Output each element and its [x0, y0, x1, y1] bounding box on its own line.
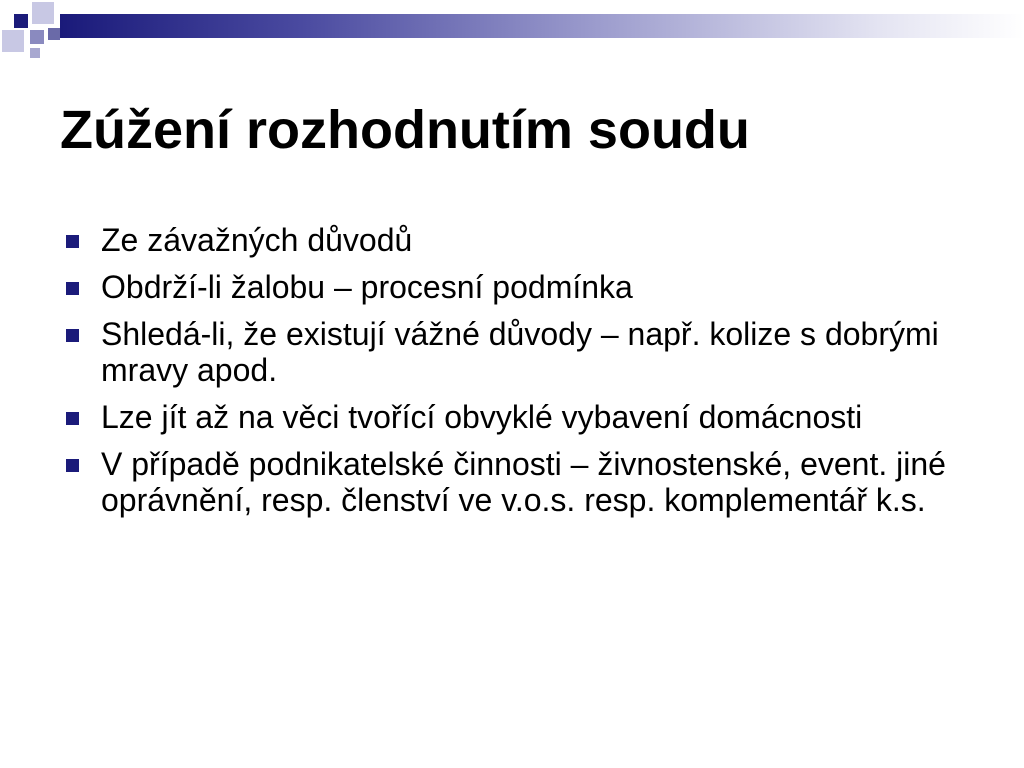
- square-bullet-icon: [66, 329, 79, 342]
- bullet-text: Shledá-li, že existují vážné důvody – např. kolize s dobrými mravy apod.: [101, 316, 939, 388]
- deco-square-mid: [30, 30, 44, 44]
- square-bullet-icon: [66, 282, 79, 295]
- bullet-item: [64, 399, 974, 435]
- deco-square-navy: [14, 14, 28, 28]
- bullet-text: Lze jít až na věci tvořící obvyklé vybavení domácnosti: [101, 399, 863, 435]
- bullet-text: Obdrží-li žalobu – procesní podmínka: [101, 269, 633, 305]
- bullet-text: V případě podnikatelské činnosti – živnostenské, event. jiné oprávnění, resp. členství ve v.o.s. resp. komplementář k.s.: [101, 446, 946, 518]
- deco-square-mid: [48, 28, 60, 40]
- square-bullet-icon: [66, 412, 79, 425]
- bullet-item: [64, 222, 974, 258]
- bullet-item: [64, 316, 974, 388]
- square-bullet-icon: [66, 235, 79, 248]
- bullet-list: [64, 222, 974, 529]
- bullet-text: Ze závažných důvodů: [101, 222, 413, 258]
- decorative-gradient-bar: [60, 14, 1024, 38]
- deco-square-light: [2, 30, 24, 52]
- bullet-item: [64, 446, 974, 518]
- slide-title: Zúžení rozhodnutím soudu: [60, 100, 750, 160]
- square-bullet-icon: [66, 459, 79, 472]
- deco-square-small: [30, 48, 40, 58]
- deco-square-light: [32, 2, 54, 24]
- bullet-item: [64, 269, 974, 305]
